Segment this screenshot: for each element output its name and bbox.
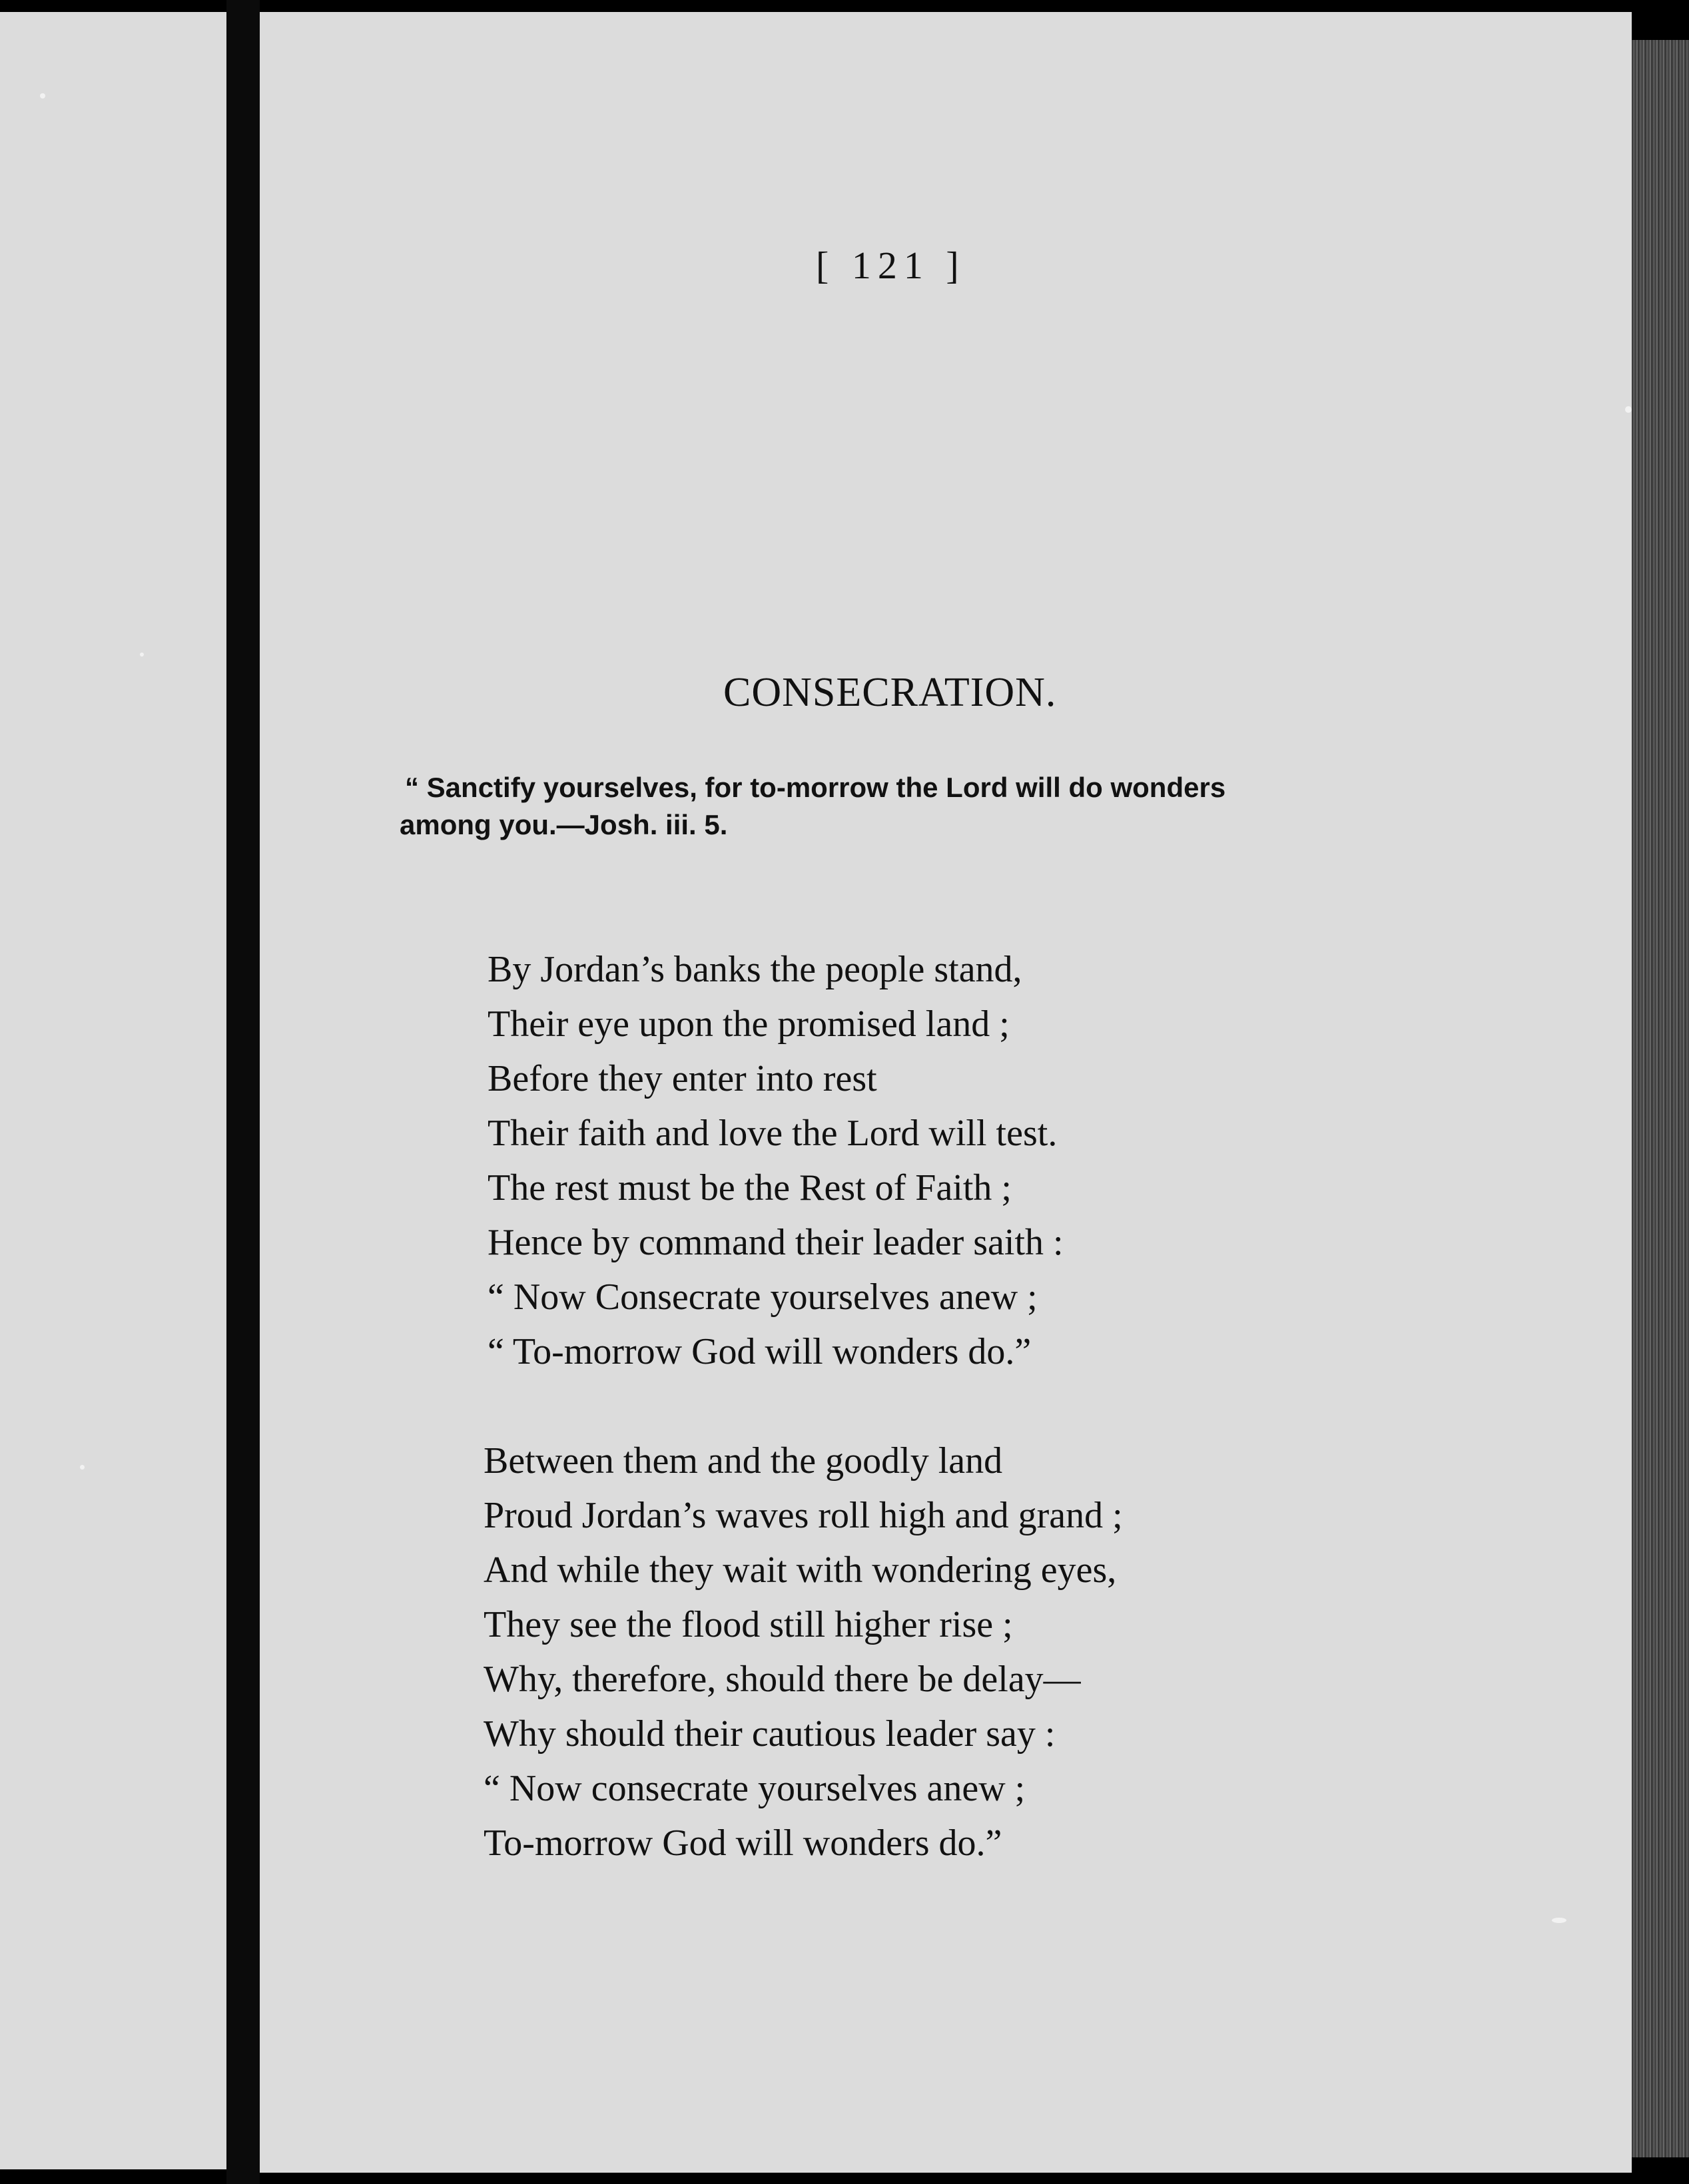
verse-line: The rest must be the Rest of Faith ; (488, 1167, 1012, 1209)
stanza-1 (488, 942, 1123, 1379)
stanza-2 (484, 1434, 1123, 1870)
poem-title: CONSECRATION. (723, 670, 1057, 715)
verse-line: They see the flood still higher rise ; (484, 1604, 1013, 1645)
verse-line (488, 942, 1123, 997)
drop-cap-word: By (488, 949, 531, 990)
left-page (0, 12, 226, 2169)
epigraph (400, 769, 1404, 844)
scan-speck (140, 653, 144, 657)
verse-line: Why should their cautious leader say : (484, 1713, 1056, 1755)
verse-line-rest: Jordan’s banks the people stand, (531, 949, 1022, 990)
verse-line: Hence by command their leader saith : (488, 1222, 1064, 1263)
scan-speck (40, 93, 45, 99)
poem-body (484, 942, 1123, 1925)
epigraph-line-2: among you.—Josh. iii. 5. (400, 809, 728, 840)
verse-line: Proud Jordan’s waves roll high and grand ; (484, 1495, 1123, 1536)
scan-speck (80, 1465, 85, 1470)
book-gutter (226, 0, 260, 2184)
scan-speck (1625, 406, 1632, 413)
verse-line: Between them and the goodly land (484, 1440, 1003, 1482)
verse-line: Before they enter into rest (488, 1058, 877, 1099)
scan-speck (1552, 1918, 1566, 1923)
verse-line: And while they wait with wondering eyes, (484, 1549, 1117, 1591)
page-number: [ 121 ] (816, 244, 966, 287)
verse-line: Their eye upon the promised land ; (488, 1003, 1010, 1045)
verse-line: “ To-morrow God will wonders do.” (488, 1331, 1032, 1372)
epigraph-line-1: “ Sanctify yourselves, for to-morrow the Lord will do wonders (405, 772, 1226, 803)
verse-line: “ Now consecrate yourselves anew ; (484, 1768, 1026, 1809)
verse-line: Why, therefore, should there be delay— (484, 1659, 1081, 1700)
verse-line: To-morrow God will wonders do.” (484, 1822, 1002, 1864)
verse-line: “ Now Consecrate yourselves anew ; (488, 1276, 1038, 1318)
page-edges (1632, 40, 1689, 2157)
verse-line: Their faith and love the Lord will test. (488, 1113, 1058, 1154)
